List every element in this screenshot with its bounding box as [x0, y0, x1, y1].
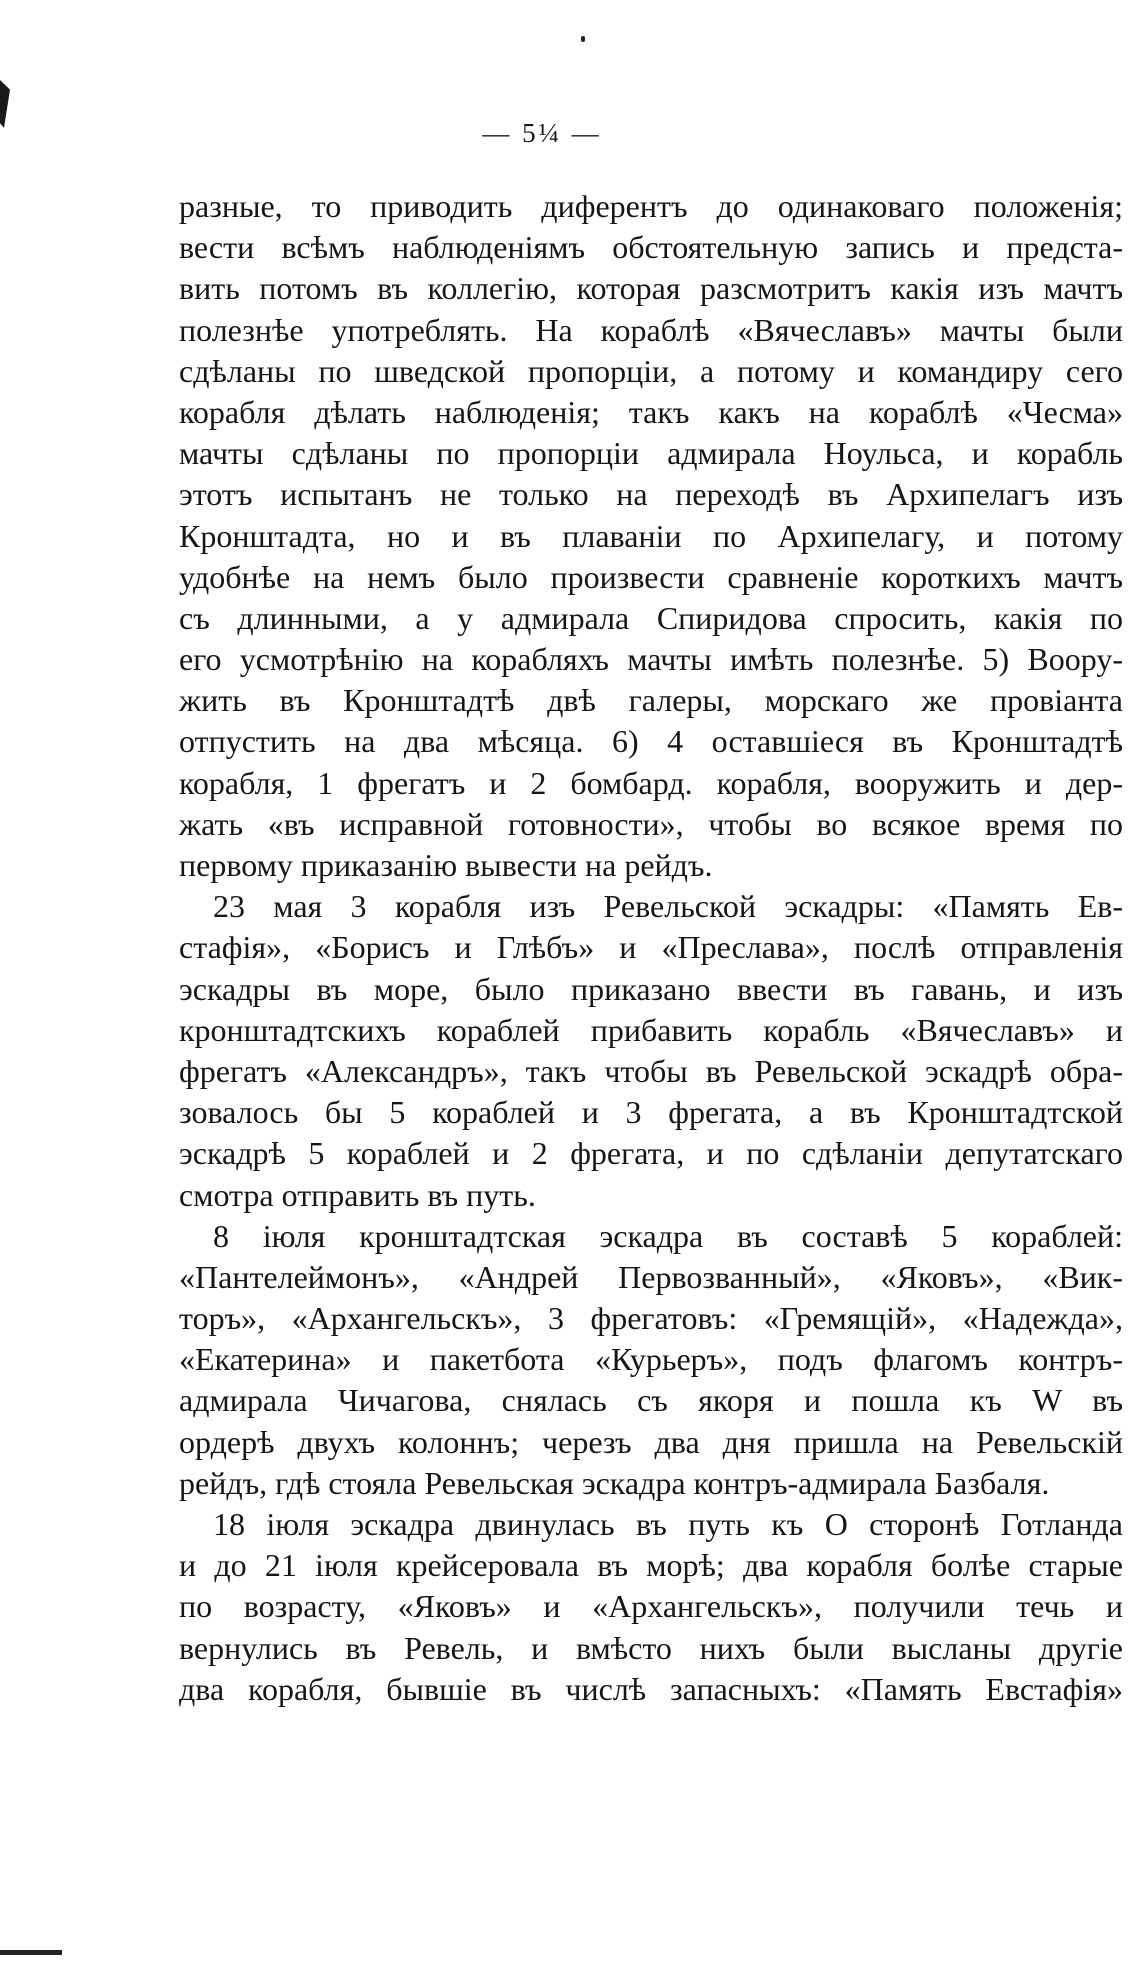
- text-line: жать «въ исправной готовности», чтобы во всякое время по: [179, 805, 1123, 842]
- text-line: 23 мая 3 корабля изъ Ревельской эскадры: «Память Ев-: [213, 888, 1123, 925]
- scan-artifact-top: [581, 36, 585, 42]
- text-line: вернулись въ Ревель, и вмѣсто нихъ были высланы другіе: [179, 1629, 1123, 1666]
- text-line: удобнѣе на немъ было произвести сравненіе короткихъ мачтъ: [179, 558, 1123, 595]
- text-line: его усмотрѣнію на корабляхъ мачты имѣть полезнѣе. 5) Воору-: [179, 641, 1123, 678]
- text-line: мачты сдѣланы по пропорціи адмирала Ноульса, и корабль: [179, 435, 1123, 472]
- scan-artifact-left: [0, 80, 10, 128]
- text-line: корабля дѣлать наблюденія; такъ какъ на кораблѣ «Чесма»: [179, 393, 1123, 430]
- text-line: отпустить на два мѣсяца. 6) 4 оставшіеся въ Кронштадтѣ: [179, 723, 1123, 760]
- text-line: рейдъ, гдѣ стояла Ревельская эскадра контръ-адмирала Базбаля.: [179, 1464, 1050, 1501]
- text-line: 8 іюля кронштадтская эскадра въ составѣ 5 кораблей:: [213, 1217, 1123, 1254]
- text-line: два корабля, бывшіе въ числѣ запасныхъ: «Память Евстафія»: [179, 1670, 1123, 1707]
- text-line: ордерѣ двухъ колоннъ; черезъ два дня пришла на Ревельскій: [179, 1423, 1123, 1460]
- text-line: фрегатъ «Александръ», такъ чтобы въ Ревельской эскадрѣ обра-: [179, 1052, 1123, 1089]
- text-line: адмирала Чичагова, снялась съ якоря и пошла къ W въ: [179, 1382, 1123, 1419]
- page-number: — 5¼ —: [482, 118, 602, 148]
- text-line: вести всѣмъ наблюденіямъ обстоятельную запись и предста-: [179, 229, 1123, 266]
- text-line: «Пантелеймонъ», «Андрей Первозванный», «Яковъ», «Вик-: [179, 1258, 1123, 1295]
- text-line: первому приказанію вывести на рейдъ.: [179, 847, 713, 883]
- text-line: смотра отправить въ путь.: [179, 1176, 536, 1213]
- text-line: стафія», «Борисъ и Глѣбъ» и «Преслава», послѣ отправленія: [179, 929, 1123, 966]
- body-text: [179, 186, 1123, 1710]
- text-line: зовалось бы 5 кораблей и 3 фрегата, а въ Кронштадтской: [179, 1094, 1123, 1131]
- text-line: этотъ испытанъ не только на переходѣ въ Архипелагъ изъ: [179, 476, 1123, 513]
- text-line: «Екатерина» и пакетбота «Курьеръ», подъ флагомъ контръ-: [179, 1341, 1123, 1378]
- text-line: съ длинными, а у адмирала Спиридова спросить, какія по: [179, 599, 1123, 636]
- text-line: сдѣланы по шведской пропорціи, а потому и командиру сего: [179, 352, 1123, 389]
- text-line: эскадрѣ 5 кораблей и 2 фрегата, и по сдѣланіи депутатскаго: [179, 1135, 1123, 1172]
- text-line: жить въ Кронштадтѣ двѣ галеры, морскаго же провіанта: [179, 682, 1123, 719]
- text-line: кронштадтскихъ кораблей прибавить корабль «Вячеславъ» и: [179, 1011, 1123, 1048]
- text-line: разные, то приводить диферентъ до одинаковаго положенія;: [179, 188, 1123, 224]
- text-line: Кронштадта, но и въ плаваніи по Архипелагу, и потому: [179, 517, 1123, 554]
- text-line: эскадры въ море, было приказано ввести въ гавань, и изъ: [179, 970, 1123, 1007]
- text-line: вить потомъ въ коллегію, которая разсмотритъ какія изъ мачтъ: [179, 270, 1123, 307]
- text-line: по возрасту, «Яковъ» и «Архангельскъ», получили течь и: [179, 1588, 1123, 1625]
- text-line: и до 21 іюля крейсеровала въ морѣ; два корабля болѣе старые: [179, 1547, 1123, 1584]
- text-line: полезнѣе употреблять. На кораблѣ «Вячеславъ» мачты были: [179, 311, 1123, 348]
- text-line: корабля, 1 фрегатъ и 2 бомбард. корабля, вооружить и дер-: [179, 764, 1123, 801]
- text-line: 18 іюля эскадра двинулась въ путь къ О сторонѣ Готланда: [213, 1506, 1123, 1542]
- scan-artifact-bottom: [0, 1950, 62, 1955]
- text-line: торъ», «Архангельскъ», 3 фрегатовъ: «Гремящій», «Надежда»,: [179, 1300, 1123, 1337]
